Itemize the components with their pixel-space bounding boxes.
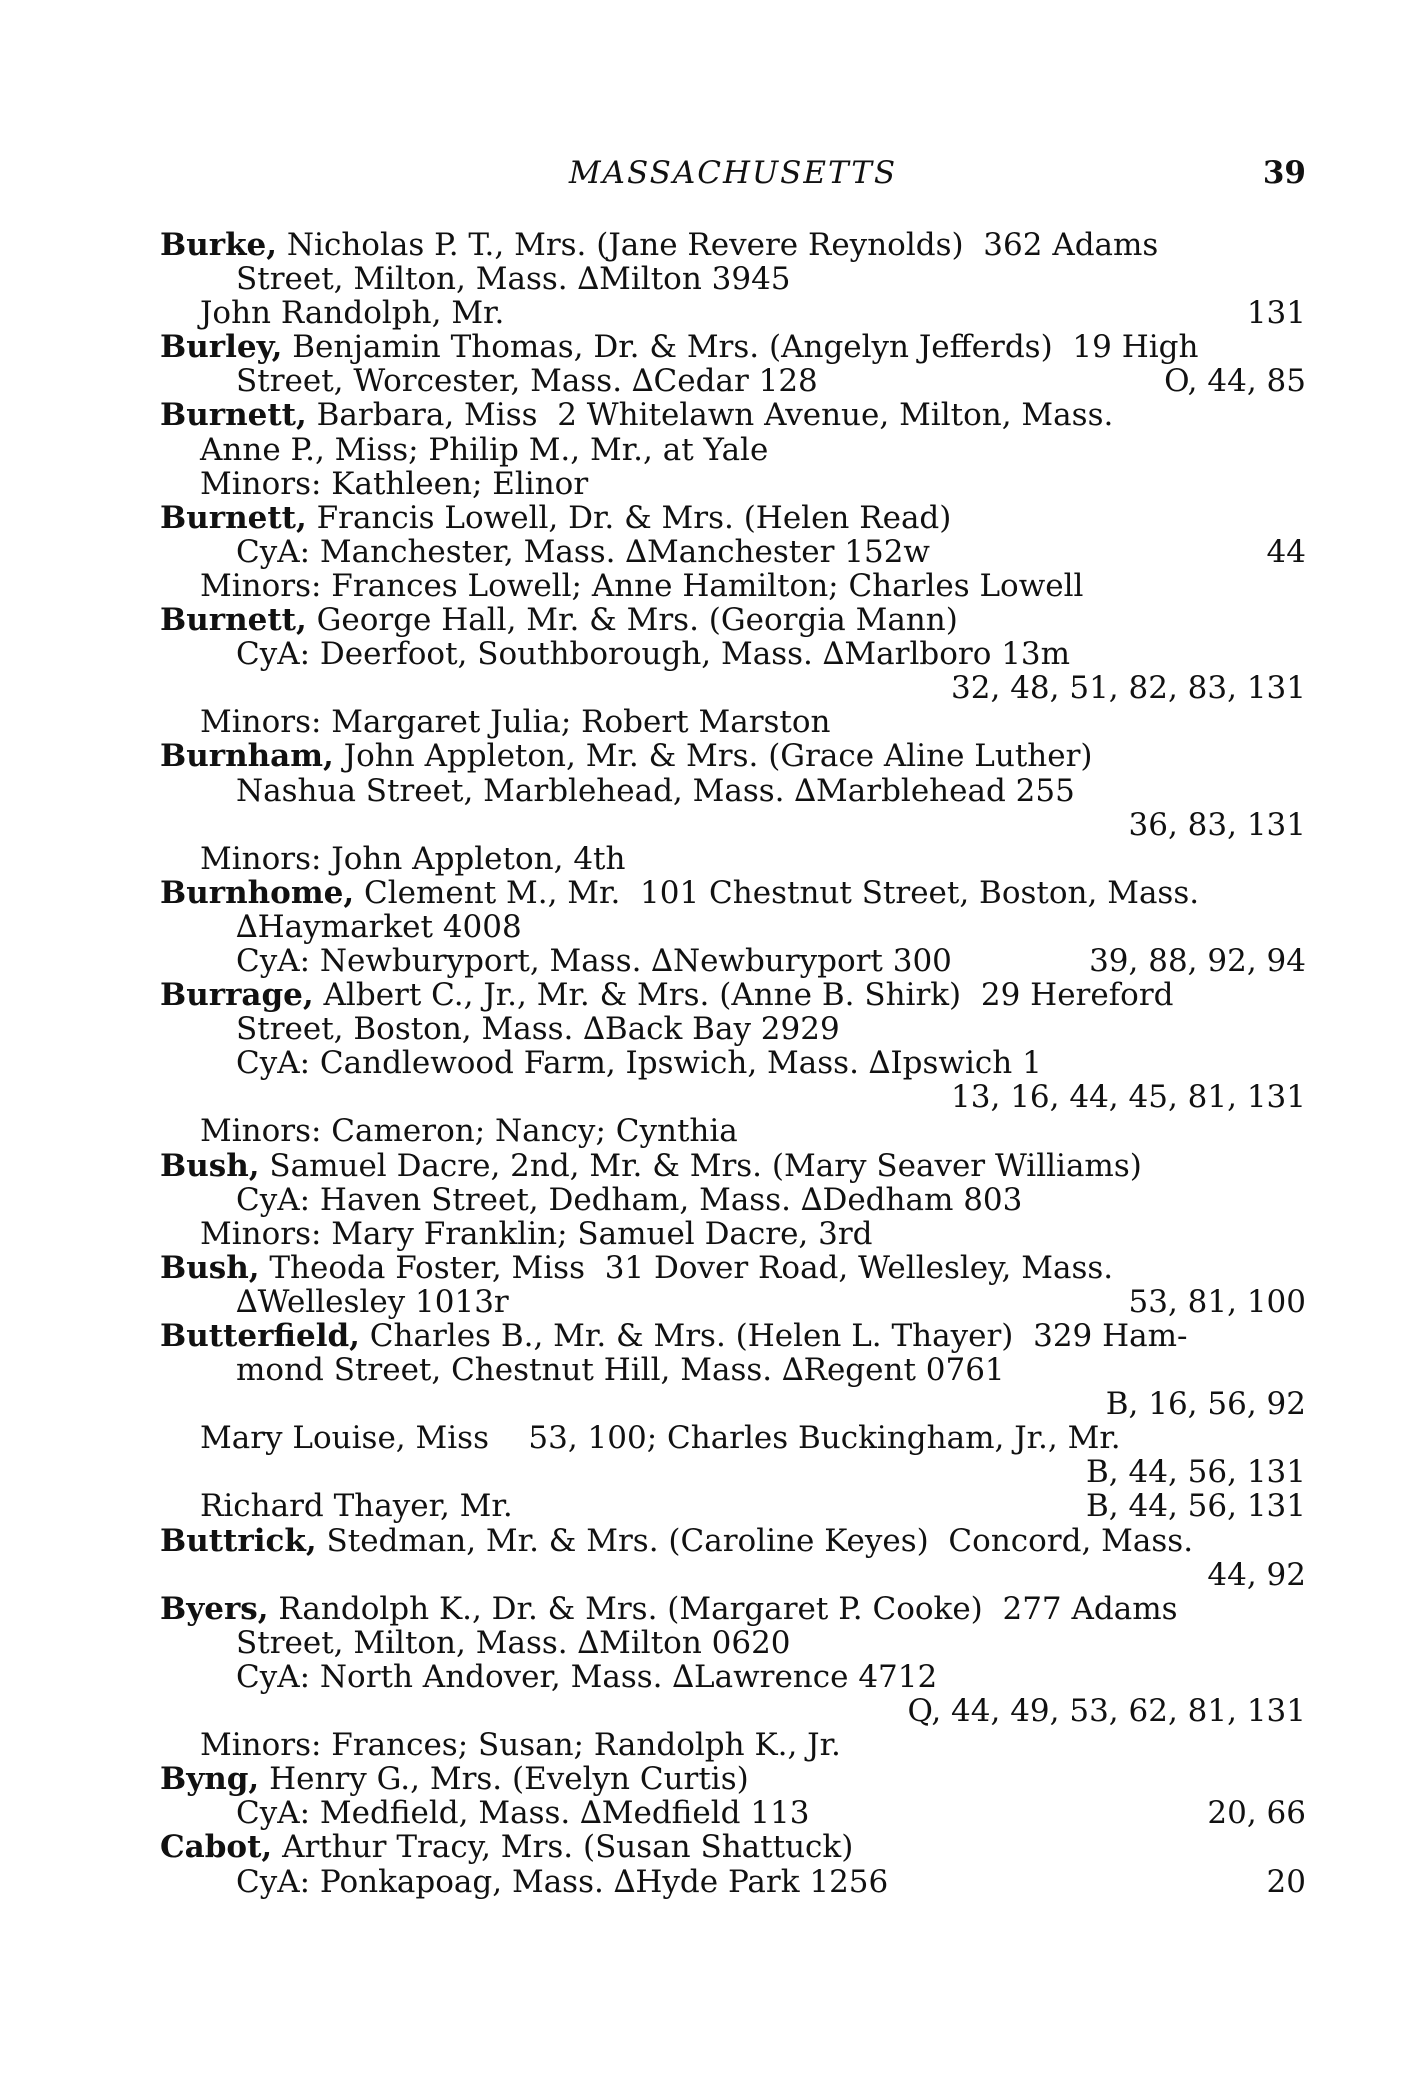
entry-text: Samuel Dacre, 2nd, Mr. & Mrs. (Mary Seaver Williams): [259, 1147, 1142, 1184]
line-text: [236, 774, 1075, 808]
entry-text: Street, Milton, Mass. ∆Milton 3945: [236, 261, 791, 298]
entry-line: [160, 774, 1306, 808]
entry-line: [160, 842, 1306, 876]
club-codes: Q, 44, 49, 53, 62, 81, 131: [907, 1693, 1306, 1730]
line-text: [200, 705, 831, 739]
line-text: [160, 603, 958, 637]
entry-text: Minors: Mary Franklin; Samuel Dacre, 3rd: [200, 1215, 873, 1252]
entry-line: [160, 569, 1306, 603]
club-codes: 44: [1266, 533, 1306, 570]
line-text: [200, 1114, 738, 1148]
entry-text: Street, Boston, Mass. ∆Back Bay 2929: [236, 1011, 840, 1048]
line-text: [200, 1217, 873, 1251]
line-text: [160, 1319, 1188, 1353]
entry-head-line: [160, 876, 1306, 910]
entry-text: CyA: Candlewood Farm, Ipswich, Mass. ∆Ipswich 1: [236, 1045, 1042, 1082]
line-text: [200, 569, 1083, 603]
line-text: [160, 1251, 1113, 1285]
line-text: [236, 535, 930, 569]
entry-text: Street, Milton, Mass. ∆Milton 0620: [236, 1624, 791, 1661]
entry-line: [160, 1865, 1306, 1899]
surname: Butterfield,: [160, 1318, 360, 1354]
surname: Buttrick,: [160, 1522, 317, 1559]
entry-line: [160, 1421, 1306, 1455]
directory-entries: [160, 228, 1306, 1899]
entry-line: [160, 910, 1306, 944]
entry-line: [160, 296, 1306, 330]
club-codes: 36, 83, 131: [1128, 806, 1306, 843]
surname: Burnett,: [160, 397, 307, 434]
entry-text: Theoda Foster, Miss 31 Dover Road, Wellesley, Mass.: [259, 1249, 1114, 1286]
entry-line: [160, 1626, 1306, 1660]
line-text: [236, 1626, 791, 1660]
entry-text: Richard Thayer, Mr.: [200, 1488, 513, 1525]
entry-text: George Hall, Mr. & Mrs. (Georgia Mann): [306, 602, 958, 639]
entry-line: [160, 433, 1306, 467]
entry-text: ∆Wellesley 1013r: [236, 1283, 509, 1320]
entry-text: CyA: North Andover, Mass. ∆Lawrence 4712: [236, 1658, 938, 1695]
surname: Burrage,: [160, 977, 314, 1014]
line-text: [160, 1762, 749, 1796]
line-text: [200, 1728, 841, 1762]
entry-text: CyA: Medfield, Mass. ∆Medfield 113: [236, 1795, 810, 1832]
line-text: [160, 1592, 1178, 1626]
line-text: [160, 1149, 1142, 1183]
club-codes: B, 44, 56, 131: [1086, 1488, 1306, 1525]
line-text: [236, 1660, 937, 1694]
entry-line: [160, 944, 1306, 978]
entry-text: CyA: Haven Street, Dedham, Mass. ∆Dedham 803: [236, 1181, 1023, 1218]
entry-text: Nicholas P. T., Mrs. (Jane Revere Reynolds) 362 Adams: [277, 227, 1159, 263]
entry-text: Minors: John Appleton, 4th: [200, 840, 626, 877]
entry-line: [160, 1694, 1306, 1728]
entry-text: Barbara, Miss 2 Whitelawn Avenue, Milton, Mass.: [306, 397, 1114, 434]
entry-text: Arthur Tracy, Mrs. (Susan Shattuck): [272, 1829, 854, 1866]
entry-text: Benjamin Thomas, Dr. & Mrs. (Angelyn Jefferds) 19 High: [282, 329, 1199, 366]
surname: Burnett,: [160, 499, 307, 536]
entry-line: [160, 1012, 1306, 1046]
line-text: [236, 1046, 1042, 1080]
club-codes: 13, 16, 44, 45, 81, 131: [951, 1079, 1306, 1116]
surname: Bush,: [160, 1147, 260, 1184]
line-text: [160, 398, 1113, 432]
line-text: [200, 296, 504, 330]
surname: Burnhome,: [160, 874, 355, 911]
entry-text: Albert C., Jr., Mr. & Mrs. (Anne B. Shirk) 29 Hereford: [313, 977, 1174, 1014]
entry-text: Minors: Frances Lowell; Anne Hamilton; Charles Lowell: [200, 567, 1084, 604]
entry-text: CyA: Ponkapoag, Mass. ∆Hyde Park 1256: [236, 1863, 889, 1900]
entry-head-line: [160, 1251, 1306, 1285]
surname: Burnham,: [160, 738, 334, 775]
entry-head-line: [160, 1149, 1306, 1183]
line-text: [160, 739, 1093, 773]
page-title: MASSACHUSETTS: [568, 155, 898, 191]
entry-head-line: [160, 739, 1306, 773]
entry-line: [160, 1353, 1306, 1387]
entry-text: Minors: Cameron; Nancy; Cynthia: [200, 1113, 738, 1150]
line-text: [236, 364, 818, 398]
line-text: [236, 1796, 809, 1830]
entry-text: Minors: Margaret Julia; Robert Marston: [200, 704, 831, 741]
entry-text: Minors: Kathleen; Elinor: [200, 465, 589, 502]
club-codes: B, 16, 56, 92: [1105, 1386, 1306, 1423]
entry-head-line: [160, 1524, 1306, 1558]
entry-text: Randolph K., Dr. & Mrs. (Margaret P. Cooke) 277 Adams: [268, 1590, 1178, 1627]
line-text: [160, 1524, 1193, 1558]
entry-line: [160, 705, 1306, 739]
entry-line: [160, 1217, 1306, 1251]
surname: Cabot,: [160, 1829, 273, 1866]
club-codes: 44, 92: [1207, 1556, 1306, 1593]
entry-text: Henry G., Mrs. (Evelyn Curtis): [259, 1761, 749, 1798]
surname: Byers,: [160, 1590, 269, 1627]
entry-text: Anne P., Miss; Philip M., Mr., at Yale: [200, 431, 769, 468]
line-text: [236, 1012, 840, 1046]
line-text: [160, 330, 1198, 364]
line-text: [160, 501, 951, 535]
entry-text: Mary Louise, Miss 53, 100; Charles Buckingham, Jr., Mr.: [200, 1420, 1121, 1457]
surname: Burnett,: [160, 602, 307, 639]
entry-line: [160, 1558, 1306, 1592]
line-text: [200, 433, 768, 467]
entry-head-line: [160, 603, 1306, 637]
entry-line: [160, 1183, 1306, 1217]
entry-head-line: [160, 1592, 1306, 1626]
surname: Burke,: [160, 227, 278, 263]
club-codes: 39, 88, 92, 94: [1089, 942, 1306, 979]
club-codes: 32, 48, 51, 82, 83, 131: [951, 670, 1306, 707]
club-codes: 20: [1266, 1863, 1306, 1900]
entry-text: Minors: Frances; Susan; Randolph K., Jr.: [200, 1727, 841, 1764]
entry-line: [160, 467, 1306, 501]
entry-line: [160, 1489, 1306, 1523]
line-text: [200, 1489, 513, 1523]
entry-head-line: [160, 398, 1306, 432]
entry-text: Francis Lowell, Dr. & Mrs. (Helen Read): [306, 499, 952, 536]
line-text: [236, 1285, 509, 1319]
entry-line: [160, 364, 1306, 398]
entry-text: Nashua Street, Marblehead, Mass. ∆Marblehead 255: [236, 772, 1075, 809]
line-text: [160, 1830, 853, 1864]
line-text: [236, 1183, 1022, 1217]
line-text: [200, 1421, 1121, 1455]
entry-text: John Appleton, Mr. & Mrs. (Grace Aline Luther): [333, 738, 1093, 775]
page-number: 39: [1262, 155, 1306, 191]
line-text: [236, 262, 791, 296]
entry-line: [160, 1080, 1306, 1114]
entry-text: mond Street, Chestnut Hill, Mass. ∆Regent 0761: [236, 1352, 1005, 1389]
club-codes: 53, 81, 100: [1128, 1283, 1306, 1320]
entry-line: [160, 1796, 1306, 1830]
entry-head-line: [160, 228, 1306, 262]
entry-head-line: [160, 1830, 1306, 1864]
entry-line: [160, 1285, 1306, 1319]
entry-text: Charles B., Mr. & Mrs. (Helen L. Thayer) 329 Ham-: [359, 1318, 1188, 1354]
entry-line: [160, 637, 1306, 671]
entry-line: [160, 1455, 1306, 1489]
line-text: [160, 876, 1199, 910]
line-text: [236, 944, 952, 978]
entry-head-line: [160, 978, 1306, 1012]
entry-line: [160, 535, 1306, 569]
club-codes: 131: [1246, 295, 1306, 332]
line-text: [236, 1865, 888, 1899]
line-text: [200, 467, 588, 501]
page-header: [160, 148, 1306, 198]
entry-text: CyA: Newburyport, Mass. ∆Newburyport 300: [236, 942, 952, 979]
entry-text: John Randolph, Mr.: [200, 295, 505, 332]
entry-line: [160, 262, 1306, 296]
line-text: [236, 1353, 1005, 1387]
entry-line: [160, 1114, 1306, 1148]
entry-text: CyA: Manchester, Mass. ∆Manchester 152w: [236, 533, 930, 570]
entry-line: [160, 1728, 1306, 1762]
club-codes: 20, 66: [1207, 1795, 1306, 1832]
entry-line: [160, 1387, 1306, 1421]
entry-head-line: [160, 501, 1306, 535]
entry-line: [160, 808, 1306, 842]
entry-text: CyA: Deerfoot, Southborough, Mass. ∆Marlboro 13m: [236, 636, 1071, 673]
entry-text: Clement M., Mr. 101 Chestnut Street, Boston, Mass.: [354, 874, 1200, 911]
entry-head-line: [160, 1319, 1306, 1353]
entry-line: [160, 671, 1306, 705]
surname: Byng,: [160, 1761, 260, 1798]
entry-text: Street, Worcester, Mass. ∆Cedar 128: [236, 363, 818, 400]
line-text: [236, 637, 1070, 671]
line-text: [160, 978, 1174, 1012]
line-text: [236, 910, 522, 944]
surname: Bush,: [160, 1249, 260, 1286]
club-codes: B, 44, 56, 131: [1086, 1454, 1306, 1491]
entry-head-line: [160, 330, 1306, 364]
entry-line: [160, 1660, 1306, 1694]
line-text: [160, 228, 1158, 262]
entry-text: ∆Haymarket 4008: [236, 908, 522, 945]
entry-head-line: [160, 1762, 1306, 1796]
surname: Burley,: [160, 329, 283, 366]
entry-text: Stedman, Mr. & Mrs. (Caroline Keyes) Concord, Mass.: [316, 1522, 1194, 1559]
entry-line: [160, 1046, 1306, 1080]
club-codes: O, 44, 85: [1164, 363, 1306, 400]
line-text: [200, 842, 625, 876]
